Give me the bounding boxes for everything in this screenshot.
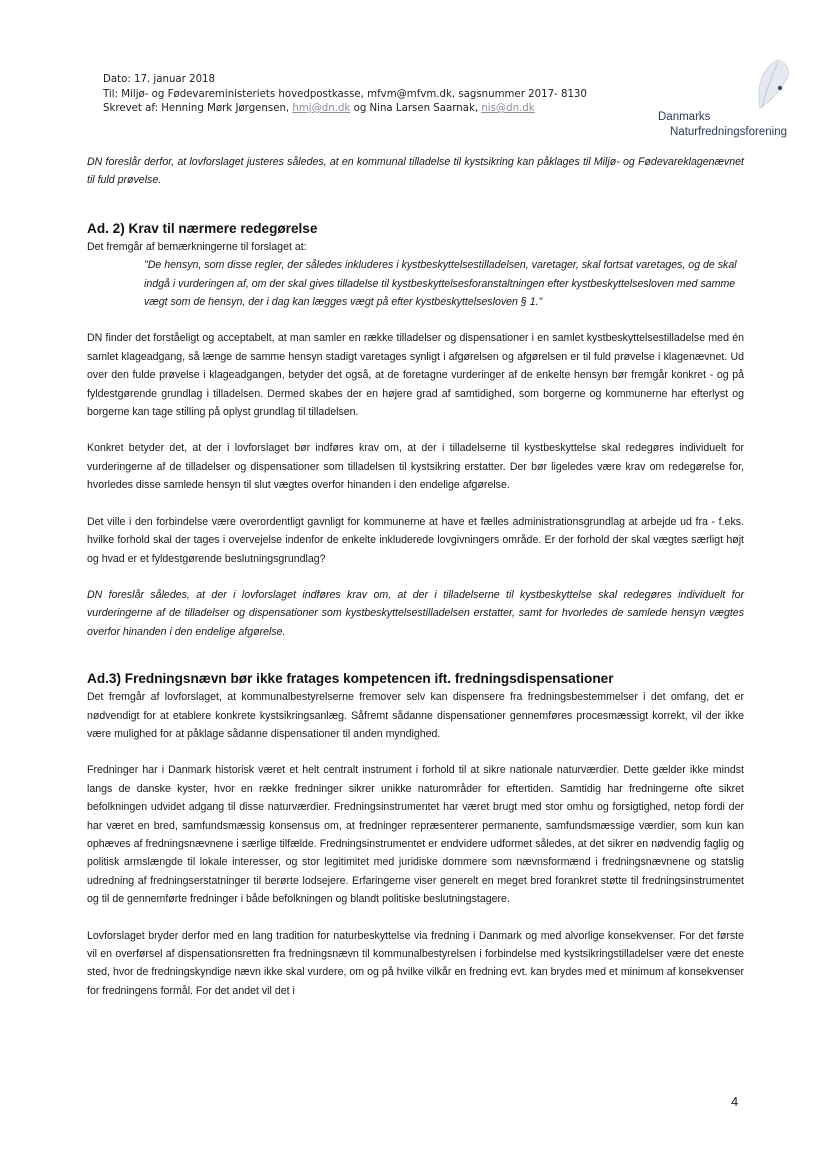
document-body <box>87 153 744 1000</box>
feather-logo-icon <box>748 58 796 114</box>
author-mid: og Nina Larsen Saarnak, <box>350 103 482 114</box>
section-2-lead: Det fremgår af bemærkningerne til forslaget at: <box>87 240 307 253</box>
section-2-quote: "De hensyn, som disse regler, der således inkluderes i kystbeskyttelsestilladelsen, varetager, skal fortsat varetages, og de skal indgå i vurderingen af, om der skal gives tilladelse til kystbeskyttelsesforanstaltningen efter kystbeskyttelsesloven med samme vægt som de hensyn, der i dag kan lægges vægt på efter kystbeskyttelsesloven § 1." <box>144 259 737 309</box>
author-email-link-2[interactable]: nis@dn.dk <box>481 103 535 114</box>
intro-proposal: DN foreslår derfor, at lovforslaget justeres således, at en kommunal tilladelse til kystsikring kan påklages til Miljø- og Fødevareklagenævnet til fuld prøvelse. <box>87 156 744 187</box>
section-3-heading: Ad.3) Fredningsnævn bør ikke fratages kompetencen ift. fredningsdispensationer <box>87 671 614 687</box>
letter-header <box>103 73 663 117</box>
section-2-heading: Ad. 2) Krav til nærmere redegørelse <box>87 220 318 236</box>
date-line: Dato: 17. januar 2018 <box>103 74 216 85</box>
logo-text-danmarks: Danmarks <box>658 111 711 123</box>
section-2-paragraph-1: DN finder det forståeligt og acceptabelt, at man samler en række tilladelser og dispensationer i en samlet kystbeskyttelsestilladelse med én samlet klageadgang, så længe de samme hensyn stadigt varetages synligt i afgørelsen og afgørelsen er til fuld prøvelse i klagenævnet. Ud over den fulde prøvelse i klageadgangen, betyder det også, at de foretagne vurderinger af de enkelte hensyn bør fremgår konkret - og på fyldestgørende grundlag i tilladelsen. Dermed skabes der en højere grad af samtidighed, som borgerne og kommunerne har efterlyst og borgerne kan tage stilling på oplyst grundlag til tilladelsen. <box>87 332 744 419</box>
logo-text-naturfredningsforening: Naturfredningsforening <box>670 126 787 138</box>
author-line <box>103 102 663 117</box>
section-2-paragraph-3: Det ville i den forbindelse være overordentligt gavnligt for kommunerne at have et fælles administrationsgrundlag at arbejde ud fra - f.eks. hvilke forhold skal der tages i overvejelse indenfor de enkelte inkluderede lovgivningers område. Er der forhold der skal vægtes særligt højt og hvad er et fyldestgørende beslutningsgrundlag? <box>87 515 744 565</box>
section-3-paragraph-2: Fredninger har i Danmark historisk været et helt centralt instrument i forhold til at sikre nationale naturværdier. Dette gælder ikke mindst langs de danske kyster, hvor en række fredninger sikrer unikke naturområder for eftertiden. Samtidig har fredningerne ofte sikret befolkningen udvidet adgang til disse naturværdier. Fredningsinstrumentet har været brugt med stor omhu og forsigtighed, netop fordi der har været en bred, samfundsmæssig konsensus om, at fredninger repræsenterer permanente, samfundsmæssige værdier, som kun kan ophæves af fredningsnævnene i særlige tilfælde. Fredningsinstrumentet er endvidere udformet således, at det sikrer en nødvendig faglig og politisk armslængde til lokale interesser, og stor legitimitet med juridiske dommere som nævnsformænd i fredningsnævnene og statslig udredning af fredningserstatninger til berørte lodsejere. Erfaringerne viser generelt en meget bred forankret støtte til fredningsinstrumentet og til de gennemførte fredninger i både befolkningen og blandt politiske beslutningstagere. <box>87 764 744 906</box>
author-email-link-1[interactable]: hmj@dn.dk <box>292 103 351 114</box>
section-2-paragraph-2: Konkret betyder det, at der i lovforslaget bør indføres krav om, at der i tilladelserne til kystbeskyttelse skal redegøres individuelt for vurderingerne af de tilladelser og dispensationer som tilladelsen til kystsikring erstatter. Der bør ligeledes være krav om redegørelse for, hvorledes disse samlede hensyn til slut vægtes overfor hinanden i den endelige afgørelse. <box>87 442 744 492</box>
recipient-line: Til: Miljø- og Fødevareministeriets hovedpostkasse, mfvm@mfvm.dk, sagsnummer 2017- 8130 <box>103 88 587 100</box>
author-prefix: Skrevet af: Henning Mørk Jørgensen, <box>103 103 293 114</box>
section-2-proposal: DN foreslår således, at der i lovforslaget indføres krav om, at der i tilladelserne til kystbeskyttelse skal redegøres individuelt for vurderingerne af de tilladelser og dispensationer som kystbeskyttelsestilladelsen erstatter, samt for hvorledes de samlede hensyn vægtes overfor hinanden i den endelige afgørelse. <box>87 588 744 638</box>
page-number: 4 <box>731 1094 739 1109</box>
section-3-paragraph-3: Lovforslaget bryder derfor med en lang tradition for naturbeskyttelse via fredning i Danmark og med alvorlige konsekvenser. For det første vil en overførsel af dispensationsretten fra fredningsnævn til kommunalbestyrelsen i forbindelse med kystsikringstilladelser være det eneste sted, hvor de fredningskyndige nævn ikke skal vurdere, om og på hvilke vilkår en fredning evt. kan brydes med et minimum af konsekvenser for fredningens formål. For det andet vil det i <box>87 929 744 997</box>
dn-logo <box>650 58 826 142</box>
section-3-paragraph-1: Det fremgår af lovforslaget, at kommunalbestyrelserne fremover selv kan dispensere fra fredningsbestemmelser i det omfang, det er nødvendigt for at etablere konkrete kystsikringsanlæg. Såfremt sådanne dispensationer gennemføres procesmæssigt korrekt, vil der ikke være mulighed for at påklage sådanne dispensationer til anden myndighed. <box>87 691 744 740</box>
